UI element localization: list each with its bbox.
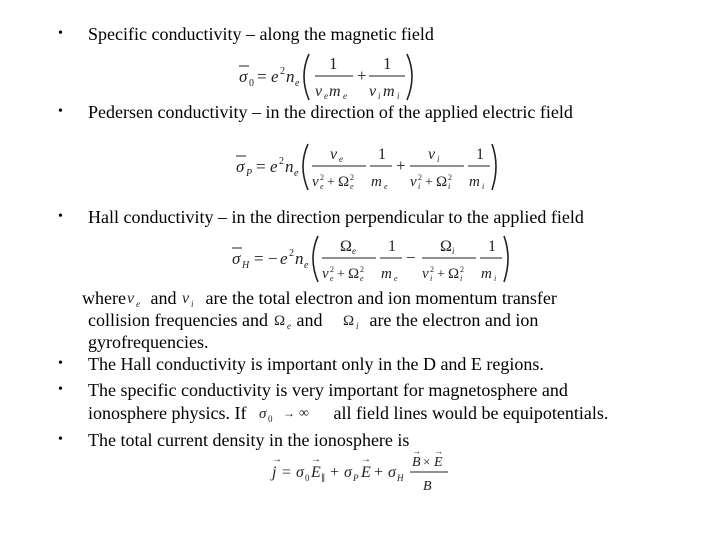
svg-text:e: e xyxy=(339,154,343,164)
svg-text:ν: ν xyxy=(322,266,329,282)
svg-text:j: j xyxy=(272,464,277,481)
bullet-marker: • xyxy=(58,104,63,119)
svg-text:n: n xyxy=(285,157,294,176)
svg-text:σ: σ xyxy=(239,67,248,86)
svg-text:B: B xyxy=(423,479,432,494)
sigmaH-equation-graphic xyxy=(228,230,512,286)
where-line-1 xyxy=(82,288,557,312)
svg-text:n: n xyxy=(295,249,304,268)
bullet-marker: • xyxy=(58,382,63,397)
svg-text:Ω: Ω xyxy=(448,266,460,282)
svg-text:2: 2 xyxy=(280,66,285,77)
svg-text:σ: σ xyxy=(344,464,352,481)
where-word: where xyxy=(82,288,126,308)
svg-text:=: = xyxy=(256,157,266,176)
svg-text:e: e xyxy=(330,274,334,283)
svg-text:m: m xyxy=(329,83,341,100)
svg-text:i: i xyxy=(190,299,194,308)
svg-text:→: → xyxy=(412,450,421,456)
svg-text:e: e xyxy=(304,260,309,271)
omega-e-symbol xyxy=(272,310,296,334)
svg-text:e: e xyxy=(360,274,364,283)
svg-text:2: 2 xyxy=(460,265,464,274)
equation-hall-conductivity xyxy=(228,230,512,291)
sigma0-equation-graphic xyxy=(235,48,420,104)
svg-text:i: i xyxy=(378,91,381,101)
svg-text:e: e xyxy=(350,182,354,191)
sigma0-infinity-symbol xyxy=(257,403,319,427)
svg-text:i: i xyxy=(418,182,421,191)
svg-text:m: m xyxy=(481,266,492,282)
svg-text:e: e xyxy=(394,274,398,283)
bullet-marker: • xyxy=(58,209,63,224)
where-line-3: gyrofrequencies. xyxy=(88,332,209,352)
and-word-1: and xyxy=(150,288,177,308)
svg-text:=: = xyxy=(282,464,292,481)
bullet-marker: • xyxy=(58,26,63,41)
svg-text:m: m xyxy=(381,266,392,282)
svg-text:+: + xyxy=(396,156,406,175)
bullet-hall-regions: The Hall conductivity is important only in the D and E regions. xyxy=(88,354,544,374)
bullet-hall-conductivity: Hall conductivity – in the direction perpendicular to the applied field xyxy=(88,207,584,227)
svg-text:+: + xyxy=(330,464,340,481)
svg-text:1: 1 xyxy=(383,54,392,73)
svg-text:i: i xyxy=(452,246,455,256)
svg-text:1: 1 xyxy=(329,54,338,73)
svg-text:0: 0 xyxy=(267,414,273,423)
svg-text:i: i xyxy=(448,182,451,191)
svg-text:σ: σ xyxy=(258,406,267,422)
svg-text:2: 2 xyxy=(350,173,354,182)
svg-text:H: H xyxy=(242,260,250,271)
svg-text:Ω: Ω xyxy=(338,174,350,190)
svg-text:2: 2 xyxy=(448,173,452,182)
svg-text:σ: σ xyxy=(232,249,241,268)
svg-text:e: e xyxy=(343,91,347,101)
svg-text:m: m xyxy=(469,174,480,190)
svg-text:i: i xyxy=(482,182,485,191)
svg-text:ν: ν xyxy=(126,290,135,307)
svg-text:i: i xyxy=(437,154,440,164)
svg-text:2: 2 xyxy=(320,173,324,182)
svg-text:Ω: Ω xyxy=(342,313,355,329)
svg-text:e: e xyxy=(287,321,292,330)
svg-text:→: → xyxy=(311,454,321,465)
where-text-3: are the electron and ion xyxy=(369,310,539,330)
svg-text:+: + xyxy=(337,267,345,282)
svg-text:E: E xyxy=(311,464,321,481)
bullet-pedersen-conductivity: Pedersen conductivity – in the direction of the applied electric field xyxy=(88,102,573,122)
svg-text:∥: ∥ xyxy=(321,473,326,483)
svg-text:e: e xyxy=(271,67,279,86)
bullet-specific-importance-line2 xyxy=(88,403,608,427)
svg-text:1: 1 xyxy=(476,146,484,163)
svg-text:1: 1 xyxy=(388,238,396,255)
svg-text:+: + xyxy=(437,267,445,282)
svg-text:2: 2 xyxy=(430,265,434,274)
svg-text:Ω: Ω xyxy=(436,174,448,190)
svg-text:ν: ν xyxy=(422,266,429,282)
svg-text:1: 1 xyxy=(378,146,386,163)
svg-text:ν: ν xyxy=(315,83,323,100)
svg-text:e: e xyxy=(324,91,328,101)
current-equation-graphic xyxy=(268,450,458,496)
where-text-2: collision frequencies and xyxy=(88,310,268,330)
svg-text:B: B xyxy=(412,455,421,470)
bullet-specific-importance: The specific conductivity is very important for magnetosphere and xyxy=(88,380,568,400)
sigmaP-equation-graphic xyxy=(232,138,500,194)
svg-text:×: × xyxy=(423,454,431,469)
svg-text:m: m xyxy=(371,174,382,190)
svg-text:= −: = − xyxy=(254,249,278,268)
svg-text:0: 0 xyxy=(305,473,310,483)
svg-text:→: → xyxy=(434,450,443,456)
svg-text:−: − xyxy=(406,248,416,267)
if-text: ionosphere physics. If xyxy=(88,403,247,423)
svg-text:H: H xyxy=(397,473,404,483)
svg-text:+: + xyxy=(357,66,367,85)
svg-text:→: → xyxy=(361,454,371,465)
svg-text:2: 2 xyxy=(330,265,334,274)
svg-text:ν: ν xyxy=(312,174,319,190)
svg-text:P: P xyxy=(246,168,253,179)
svg-text:+: + xyxy=(425,175,433,190)
svg-text:Ω: Ω xyxy=(440,238,452,255)
svg-text:2: 2 xyxy=(360,265,364,274)
svg-text:E: E xyxy=(434,455,443,470)
equipotentials-text: all field lines would be equipotentials. xyxy=(333,403,609,423)
svg-text:∞: ∞ xyxy=(298,406,309,421)
where-line-2 xyxy=(88,310,538,334)
equation-specific-conductivity xyxy=(235,48,420,109)
svg-text:ν: ν xyxy=(369,83,377,100)
svg-text:e: e xyxy=(384,182,388,191)
svg-text:i: i xyxy=(397,91,400,101)
svg-text:Ω: Ω xyxy=(348,266,360,282)
svg-text:σ: σ xyxy=(236,157,245,176)
svg-text:i: i xyxy=(494,274,497,283)
svg-text:i: i xyxy=(355,321,359,330)
svg-text:P: P xyxy=(353,473,359,483)
svg-text:i: i xyxy=(460,274,463,283)
svg-text:e: e xyxy=(280,249,288,268)
where-text-1: are the total electron and ion momentum transfer xyxy=(205,288,557,308)
svg-text:2: 2 xyxy=(279,156,284,167)
svg-text:→: → xyxy=(272,454,282,465)
bullet-specific-conductivity: Specific conductivity – along the magnetic field xyxy=(88,24,434,44)
and-word-2: and xyxy=(296,310,323,330)
svg-text:e: e xyxy=(135,299,140,308)
svg-text:n: n xyxy=(286,67,295,86)
svg-text:e: e xyxy=(320,182,324,191)
svg-text:e: e xyxy=(295,78,300,89)
bullet-total-current: The total current density in the ionosphere is xyxy=(88,430,410,450)
svg-text:=: = xyxy=(257,67,267,86)
bullet-marker: • xyxy=(58,432,63,447)
svg-text:1: 1 xyxy=(488,238,496,255)
equation-pedersen-conductivity xyxy=(232,138,500,199)
svg-text:ν: ν xyxy=(428,146,436,163)
svg-text:e: e xyxy=(294,168,299,179)
svg-text:Ω: Ω xyxy=(274,313,286,329)
svg-text:m: m xyxy=(383,83,395,100)
svg-text:→: → xyxy=(282,406,295,420)
svg-text:+: + xyxy=(374,464,384,481)
equation-current-density xyxy=(268,450,458,501)
svg-text:i: i xyxy=(430,274,433,283)
omega-i-symbol xyxy=(341,310,365,334)
svg-text:σ: σ xyxy=(388,464,396,481)
svg-text:2: 2 xyxy=(418,173,422,182)
svg-text:2: 2 xyxy=(289,248,294,259)
svg-text:e: e xyxy=(352,246,356,256)
svg-text:ν: ν xyxy=(330,146,338,163)
svg-text:ν: ν xyxy=(181,290,190,307)
svg-text:Ω: Ω xyxy=(340,238,352,255)
svg-text:ν: ν xyxy=(410,174,417,190)
svg-text:σ: σ xyxy=(296,464,304,481)
svg-text:e: e xyxy=(270,157,278,176)
bullet-marker: • xyxy=(58,356,63,371)
svg-text:0: 0 xyxy=(249,78,254,89)
nu-e-symbol xyxy=(126,288,146,312)
svg-text:+: + xyxy=(327,175,335,190)
nu-i-symbol xyxy=(181,288,201,312)
svg-text:E: E xyxy=(361,464,371,481)
